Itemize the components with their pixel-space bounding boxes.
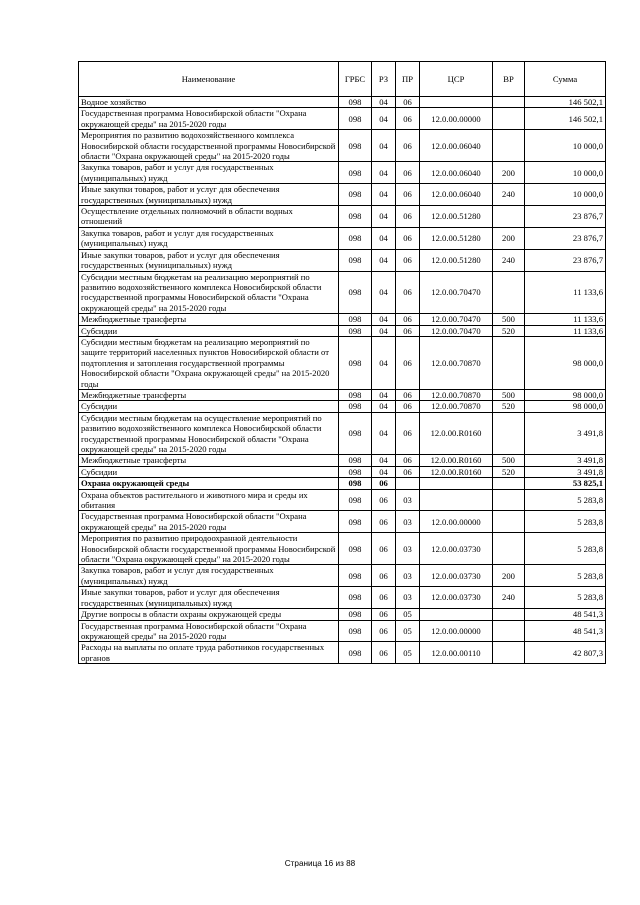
- header-csr: ЦСР: [420, 62, 493, 97]
- row-rz-cell: 06: [372, 533, 396, 565]
- row-name-cell: Государственная программа Новосибирской области "Охрана окружающей среды" на 2015-2020 годы: [79, 511, 339, 533]
- row-csr-cell: 12.0.00.R0160: [420, 466, 493, 477]
- row-grbs-cell: 098: [339, 227, 372, 249]
- row-csr-cell: 12.0.00.06040: [420, 184, 493, 206]
- row-csr-cell: [420, 97, 493, 108]
- row-rz-cell: 04: [372, 97, 396, 108]
- row-csr-cell: [420, 489, 493, 511]
- row-pr-cell: 06: [396, 271, 420, 314]
- row-rz-cell: 04: [372, 271, 396, 314]
- row-sum-cell: 11 133,6: [525, 314, 606, 325]
- row-grbs-cell: 098: [339, 401, 372, 412]
- row-pr-cell: 06: [396, 401, 420, 412]
- row-rz-cell: 04: [372, 412, 396, 455]
- row-pr-cell: 06: [396, 97, 420, 108]
- row-rz-cell: 04: [372, 466, 396, 477]
- row-csr-cell: 12.0.00.51280: [420, 206, 493, 228]
- row-grbs-cell: 098: [339, 184, 372, 206]
- row-rz-cell: 04: [372, 325, 396, 336]
- table-row: [79, 314, 606, 325]
- row-vr-cell: 520: [493, 466, 525, 477]
- row-pr-cell: 06: [396, 130, 420, 162]
- row-pr-cell: 06: [396, 466, 420, 477]
- budget-table: [78, 61, 606, 664]
- row-vr-cell: 520: [493, 401, 525, 412]
- row-grbs-cell: 098: [339, 412, 372, 455]
- row-sum-cell: 11 133,6: [525, 271, 606, 314]
- row-grbs-cell: 098: [339, 642, 372, 664]
- row-name-cell: Охрана объектов растительного и животного мира и среды их обитания: [79, 489, 339, 511]
- row-pr-cell: 06: [396, 412, 420, 455]
- row-sum-cell: 48 541,3: [525, 620, 606, 642]
- row-sum-cell: 5 283,8: [525, 587, 606, 609]
- row-vr-cell: [493, 620, 525, 642]
- row-name-cell: Субсидии местным бюджетам на реализацию мероприятий по защите территорий населенных пунктов Новосибирской области от подтопления и затопления государственной программы Новосибирской области "Охрана окружающей среды" на 2015-2020 годы: [79, 336, 339, 389]
- row-sum-cell: 146 502,1: [525, 97, 606, 108]
- row-csr-cell: 12.0.00.03730: [420, 533, 493, 565]
- row-pr-cell: 03: [396, 511, 420, 533]
- row-vr-cell: [493, 489, 525, 511]
- row-name-cell: Расходы на выплаты по оплате труда работников государственных органов: [79, 642, 339, 664]
- table-row: [79, 227, 606, 249]
- row-sum-cell: 23 876,7: [525, 206, 606, 228]
- row-grbs-cell: 098: [339, 336, 372, 389]
- row-csr-cell: 12.0.00.R0160: [420, 455, 493, 466]
- row-rz-cell: 04: [372, 184, 396, 206]
- row-vr-cell: [493, 108, 525, 130]
- table-row: [79, 389, 606, 400]
- row-sum-cell: 5 283,8: [525, 489, 606, 511]
- row-rz-cell: 06: [372, 587, 396, 609]
- table-row: [79, 642, 606, 664]
- row-name-cell: Иные закупки товаров, работ и услуг для обеспечения государственных (муниципальных) нужд: [79, 587, 339, 609]
- row-grbs-cell: 098: [339, 325, 372, 336]
- row-pr-cell: 03: [396, 587, 420, 609]
- row-vr-cell: [493, 271, 525, 314]
- row-pr-cell: 06: [396, 162, 420, 184]
- row-pr-cell: 06: [396, 249, 420, 271]
- row-name-cell: Закупка товаров, работ и услуг для государственных (муниципальных) нужд: [79, 162, 339, 184]
- row-pr-cell: 06: [396, 184, 420, 206]
- table-row: [79, 609, 606, 620]
- row-name-cell: Межбюджетные трансферты: [79, 314, 339, 325]
- row-sum-cell: 98 000,0: [525, 336, 606, 389]
- row-grbs-cell: 098: [339, 478, 372, 489]
- row-vr-cell: [493, 642, 525, 664]
- row-pr-cell: 05: [396, 609, 420, 620]
- row-sum-cell: 146 502,1: [525, 108, 606, 130]
- table-row: [79, 587, 606, 609]
- row-rz-cell: 04: [372, 389, 396, 400]
- row-csr-cell: 12.0.00.70470: [420, 325, 493, 336]
- row-vr-cell: [493, 97, 525, 108]
- row-vr-cell: [493, 336, 525, 389]
- row-grbs-cell: 098: [339, 271, 372, 314]
- row-grbs-cell: 098: [339, 533, 372, 565]
- row-grbs-cell: 098: [339, 466, 372, 477]
- header-rz: РЗ: [372, 62, 396, 97]
- header-pr: ПР: [396, 62, 420, 97]
- row-name-cell: Субсидии местным бюджетам на реализацию мероприятий по развитию водохозяйственного комплекса Новосибирской области государственной программы Новосибирской области "Охрана окружающей среды" на 2015-2020 годы: [79, 271, 339, 314]
- row-vr-cell: [493, 533, 525, 565]
- row-rz-cell: 04: [372, 401, 396, 412]
- row-rz-cell: 04: [372, 249, 396, 271]
- row-sum-cell: 10 000,0: [525, 162, 606, 184]
- row-csr-cell: 12.0.00.R0160: [420, 412, 493, 455]
- row-sum-cell: 10 000,0: [525, 130, 606, 162]
- row-csr-cell: 12.0.00.70470: [420, 314, 493, 325]
- table-row: [79, 489, 606, 511]
- table-row: [79, 412, 606, 455]
- row-name-cell: Охрана окружающей среды: [79, 478, 339, 489]
- table-row: [79, 97, 606, 108]
- page-number: Страница 16 из 88: [284, 859, 356, 868]
- row-csr-cell: 12.0.00.06040: [420, 130, 493, 162]
- row-sum-cell: 98 000,0: [525, 401, 606, 412]
- row-grbs-cell: 098: [339, 587, 372, 609]
- row-sum-cell: 23 876,7: [525, 227, 606, 249]
- row-grbs-cell: 098: [339, 389, 372, 400]
- row-csr-cell: 12.0.00.70870: [420, 389, 493, 400]
- row-csr-cell: 12.0.00.51280: [420, 227, 493, 249]
- row-grbs-cell: 098: [339, 130, 372, 162]
- row-name-cell: Водное хозяйство: [79, 97, 339, 108]
- row-rz-cell: 06: [372, 620, 396, 642]
- row-csr-cell: [420, 609, 493, 620]
- row-rz-cell: 04: [372, 108, 396, 130]
- row-grbs-cell: 098: [339, 97, 372, 108]
- row-pr-cell: 06: [396, 336, 420, 389]
- header-sum: Сумма: [525, 62, 606, 97]
- row-name-cell: Иные закупки товаров, работ и услуг для обеспечения государственных (муниципальных) нужд: [79, 249, 339, 271]
- row-grbs-cell: 098: [339, 108, 372, 130]
- table-row: [79, 401, 606, 412]
- row-name-cell: Иные закупки товаров, работ и услуг для обеспечения государственных (муниципальных) нужд: [79, 184, 339, 206]
- row-vr-cell: [493, 206, 525, 228]
- row-name-cell: Государственная программа Новосибирской области "Охрана окружающей среды" на 2015-2020 годы: [79, 620, 339, 642]
- row-sum-cell: 10 000,0: [525, 184, 606, 206]
- row-vr-cell: [493, 511, 525, 533]
- row-pr-cell: 06: [396, 227, 420, 249]
- row-vr-cell: [493, 412, 525, 455]
- row-vr-cell: 500: [493, 314, 525, 325]
- table-row: [79, 511, 606, 533]
- row-grbs-cell: 098: [339, 249, 372, 271]
- row-name-cell: Другие вопросы в области охраны окружающей среды: [79, 609, 339, 620]
- row-csr-cell: [420, 478, 493, 489]
- row-name-cell: Мероприятия по развитию природоохранной деятельности Новосибирской области государственной программы Новосибирской области "Охрана окружающей среды" на 2015-2020 годы: [79, 533, 339, 565]
- row-grbs-cell: 098: [339, 162, 372, 184]
- table-row: [79, 336, 606, 389]
- row-csr-cell: 12.0.00.03730: [420, 587, 493, 609]
- row-grbs-cell: 098: [339, 609, 372, 620]
- row-csr-cell: 12.0.00.70870: [420, 336, 493, 389]
- row-vr-cell: 200: [493, 227, 525, 249]
- row-csr-cell: 12.0.00.70870: [420, 401, 493, 412]
- header-grbs: ГРБС: [339, 62, 372, 97]
- row-pr-cell: 03: [396, 489, 420, 511]
- row-pr-cell: 06: [396, 314, 420, 325]
- row-name-cell: Закупка товаров, работ и услуг для государственных (муниципальных) нужд: [79, 227, 339, 249]
- row-name-cell: Межбюджетные трансферты: [79, 455, 339, 466]
- row-vr-cell: 240: [493, 184, 525, 206]
- row-name-cell: Мероприятия по развитию водохозяйственного комплекса Новосибирской области государственной программы Новосибирской области "Охрана окружающей среды" на 2015-2020 годы: [79, 130, 339, 162]
- row-vr-cell: [493, 609, 525, 620]
- row-name-cell: Субсидии местным бюджетам на осуществление мероприятий по развитию водохозяйственного комплекса Новосибирской области государственной программы Новосибирской области "Охрана окружающей среды" на 2015-2020 годы: [79, 412, 339, 455]
- row-sum-cell: 42 807,3: [525, 642, 606, 664]
- row-grbs-cell: 098: [339, 489, 372, 511]
- row-name-cell: Субсидии: [79, 466, 339, 477]
- row-name-cell: Закупка товаров, работ и услуг для государственных (муниципальных) нужд: [79, 565, 339, 587]
- row-vr-cell: [493, 130, 525, 162]
- table-row: [79, 478, 606, 489]
- row-csr-cell: 12.0.00.06040: [420, 162, 493, 184]
- table-row: [79, 184, 606, 206]
- row-name-cell: Государственная программа Новосибирской области "Охрана окружающей среды" на 2015-2020 годы: [79, 108, 339, 130]
- row-pr-cell: 05: [396, 642, 420, 664]
- row-grbs-cell: 098: [339, 206, 372, 228]
- table-row: [79, 206, 606, 228]
- row-name-cell: Осуществление отдельных полномочий в области водных отношений: [79, 206, 339, 228]
- row-vr-cell: 500: [493, 389, 525, 400]
- table-row: [79, 455, 606, 466]
- row-pr-cell: 05: [396, 620, 420, 642]
- row-pr-cell: 06: [396, 455, 420, 466]
- row-name-cell: Субсидии: [79, 401, 339, 412]
- row-sum-cell: 3 491,8: [525, 412, 606, 455]
- row-pr-cell: 06: [396, 325, 420, 336]
- row-rz-cell: 04: [372, 206, 396, 228]
- row-grbs-cell: 098: [339, 455, 372, 466]
- row-pr-cell: [396, 478, 420, 489]
- row-vr-cell: [493, 478, 525, 489]
- table-row: [79, 130, 606, 162]
- row-rz-cell: 06: [372, 642, 396, 664]
- row-vr-cell: 200: [493, 565, 525, 587]
- row-grbs-cell: 098: [339, 314, 372, 325]
- row-vr-cell: 240: [493, 249, 525, 271]
- row-name-cell: Межбюджетные трансферты: [79, 389, 339, 400]
- table-header-row: [79, 62, 606, 97]
- row-vr-cell: 520: [493, 325, 525, 336]
- row-vr-cell: 500: [493, 455, 525, 466]
- row-sum-cell: 5 283,8: [525, 533, 606, 565]
- row-rz-cell: 04: [372, 455, 396, 466]
- row-grbs-cell: 098: [339, 620, 372, 642]
- row-rz-cell: 06: [372, 478, 396, 489]
- row-pr-cell: 06: [396, 389, 420, 400]
- row-rz-cell: 04: [372, 336, 396, 389]
- row-sum-cell: 11 133,6: [525, 325, 606, 336]
- row-sum-cell: 5 283,8: [525, 565, 606, 587]
- row-pr-cell: 06: [396, 108, 420, 130]
- table-row: [79, 249, 606, 271]
- row-vr-cell: 200: [493, 162, 525, 184]
- row-sum-cell: 3 491,8: [525, 455, 606, 466]
- table-row: [79, 325, 606, 336]
- row-rz-cell: 06: [372, 609, 396, 620]
- row-pr-cell: 03: [396, 565, 420, 587]
- row-rz-cell: 04: [372, 314, 396, 325]
- row-sum-cell: 98 000,0: [525, 389, 606, 400]
- row-sum-cell: 23 876,7: [525, 249, 606, 271]
- table-row: [79, 466, 606, 477]
- row-rz-cell: 06: [372, 511, 396, 533]
- table-row: [79, 162, 606, 184]
- row-csr-cell: 12.0.00.51280: [420, 249, 493, 271]
- row-csr-cell: 12.0.00.70470: [420, 271, 493, 314]
- row-rz-cell: 04: [372, 130, 396, 162]
- header-name: Наименование: [79, 62, 339, 97]
- row-sum-cell: 48 541,3: [525, 609, 606, 620]
- row-grbs-cell: 098: [339, 511, 372, 533]
- row-pr-cell: 03: [396, 533, 420, 565]
- row-rz-cell: 04: [372, 162, 396, 184]
- row-sum-cell: 53 825,1: [525, 478, 606, 489]
- row-rz-cell: 06: [372, 489, 396, 511]
- row-rz-cell: 04: [372, 227, 396, 249]
- row-vr-cell: 240: [493, 587, 525, 609]
- row-name-cell: Субсидии: [79, 325, 339, 336]
- row-rz-cell: 06: [372, 565, 396, 587]
- row-csr-cell: 12.0.00.00000: [420, 620, 493, 642]
- row-pr-cell: 06: [396, 206, 420, 228]
- table-row: [79, 271, 606, 314]
- table-row: [79, 620, 606, 642]
- row-csr-cell: 12.0.00.00000: [420, 511, 493, 533]
- header-vr: ВР: [493, 62, 525, 97]
- row-csr-cell: 12.0.00.00110: [420, 642, 493, 664]
- row-csr-cell: 12.0.00.03730: [420, 565, 493, 587]
- table-row: [79, 108, 606, 130]
- row-grbs-cell: 098: [339, 565, 372, 587]
- row-sum-cell: 5 283,8: [525, 511, 606, 533]
- table-row: [79, 533, 606, 565]
- row-csr-cell: 12.0.00.00000: [420, 108, 493, 130]
- table-row: [79, 565, 606, 587]
- table-body: [79, 97, 606, 664]
- row-sum-cell: 3 491,8: [525, 466, 606, 477]
